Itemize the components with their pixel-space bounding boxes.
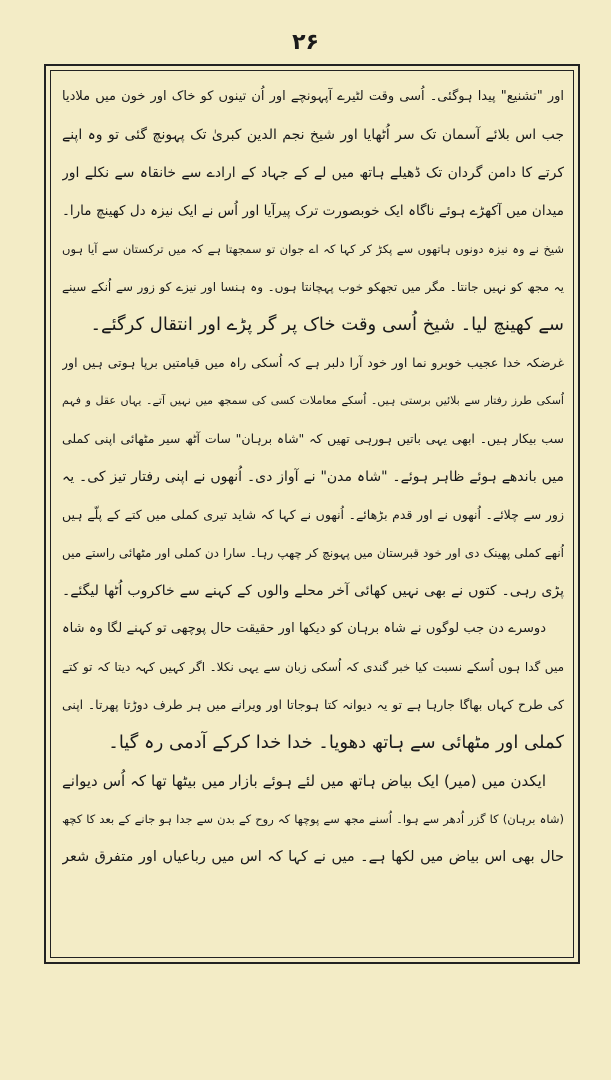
text-line: اور "تشنیع" پیدا ہوگئی۔ اُسی وقت لٹیرے آپہونچے اور اُن تینوں کو خاک اور خون میں ملادیا (62, 89, 564, 104)
text-line: اُسکی طرز رفتار سے بلائیں برستی ہیں۔ اُسکے معاملات کسی کی سمجھ میں نہیں آتے۔ یہاں عقل و فہم (62, 394, 564, 407)
text-line: سب بیکار ہیں۔ ابھی یہی باتیں ہورہی تھیں کہ "شاہ برہان" سات آٹھ سیر مٹھائی اپنی کملی (62, 431, 564, 446)
text-line: (شاہ برہان) کا گزر اُدھر سے ہوا۔ اُسنے مجھ سے پوچھا کہ روح کے بدن سے جدا ہو جانے کے بعد کا کچھ (62, 812, 564, 826)
text-line: کرتے کا دامن گردان تک ڈھیلے ہاتھ میں لے کے جہاد کے ارادے سے خانقاہ سے نکلے اور (62, 165, 564, 181)
text-line: کملی اور مٹھائی سے ہاتھ دھویا۔ خدا خدا کرکے آدمی رہ گیا۔ (108, 732, 564, 753)
text-line: حال بھی اس بیاض میں لکھا ہے۔ میں نے کہا کہ اس میں رباعیاں اور متفرق شعر (62, 849, 564, 865)
text-line: ایکدن میں (میر) ایک بیاض ہاتھ میں لئے ہوئے بازار میں بیٹھا تھا کہ اُس دیوانے (62, 772, 546, 790)
text-line: سے کھینچ لیا۔ شیخ اُسی وقت خاک پر گر پڑے اور انتقال کرگئے۔ (90, 314, 564, 335)
text-line: شیخ نے وہ نیزہ دونوں ہاتھوں سے پکڑ کر کہا کہ اے جوان تو سمجھتا ہے کہ میں ترکستان سے آیا ہوں (62, 242, 564, 256)
text-line: غرضکہ خدا عجیب خوبرو نما اور خود آرا دلبر ہے کہ اُسکی راہ میں قیامتیں برپا ہوتی ہیں اور (62, 355, 564, 370)
text-line: کی طرح کہاں بھاگا جارہا ہے تو یہ دیوانہ کتا ہوجاتا اور ویرانے میں ہر طرف دوڑتا پھرتا۔ اپنی (62, 697, 564, 712)
text-line: میدان میں آکھڑے ہوئے ناگاہ ایک خوبصورت ترک پیرآیا اور اُس نے ایک نیزہ دل کھینچ مارا۔ (62, 203, 564, 219)
text-line: میں باندھے ہوئے ظاہر ہوئے۔ "شاہ مدن" نے آواز دی۔ اُنھوں نے اپنی رفتار تیز کی۔ یہ (62, 469, 564, 485)
text-line: یہ مجھ کو نہیں جانتا۔ مگر میں تجھکو خوب پہچانتا ہوں۔ وہ ہنسا اور نیزے کو زور سے اُنکے سینے (62, 280, 564, 294)
text-line: دوسرے دن جب لوگوں نے شاہ برہان کو دیکھا اور حقیقت حال پوچھی تو کہنے لگا وہ شاہ (62, 621, 546, 636)
page-number: ۲۶ (292, 30, 319, 55)
text-line: اُنھے کملی پھینک دی اور خود قبرستان میں پہونچ کر چھپ رہا۔ سارا دن کملی اور مٹھائی راستے میں (62, 546, 564, 560)
text-line: پڑی رہی۔ کتوں نے بھی نہیں کھائی آخر محلے والوں کے کہنے سے خاکروب اُٹھا لیگئے۔ (62, 583, 564, 599)
text-line: میں گدا ہوں اُسکے نسبت کیا خبر گندی کہ اُسکی زبان سے یہی نکلا۔ اگر کہیں کہہ دیتا کہ تو کتے (62, 660, 564, 674)
text-line: زور سے چلائے۔ اُنھوں نے اور قدم بڑھائے۔ اُنھوں نے کہا کہ شاید تیری کملی میں کتے کے پلّے ہیں (62, 507, 564, 522)
text-line: جب اس بلائے آسمان تک سر اُٹھایا اور شیخ نجم الدین کبریٰ تک پہونچ گئی تو وہ اپنے (62, 127, 564, 143)
text-body (62, 78, 564, 958)
